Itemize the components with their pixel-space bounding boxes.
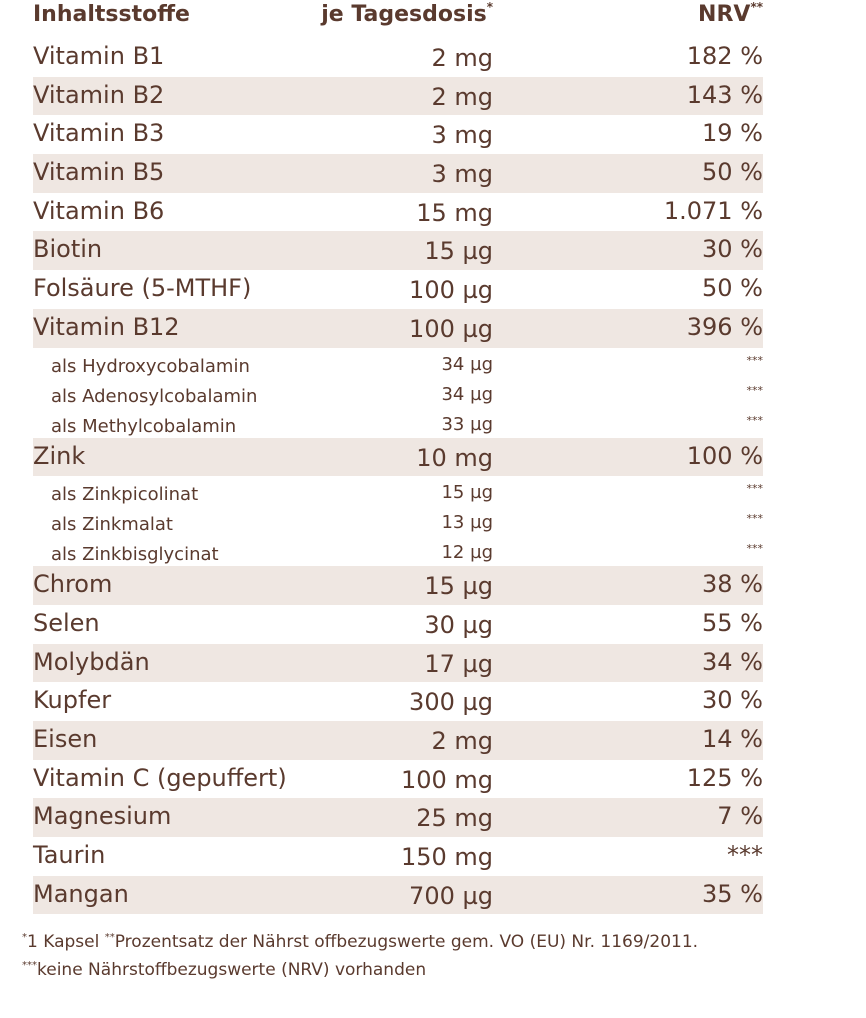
cell-name: als Methylcobalamin bbox=[51, 415, 237, 437]
cell-dose: 700 µg bbox=[409, 881, 493, 910]
table-row bbox=[33, 760, 763, 799]
table-row bbox=[33, 231, 763, 270]
cell-dose: 3 mg bbox=[431, 160, 493, 189]
cell-nrv: 34 % bbox=[702, 647, 763, 676]
cell-name: als Zinkmalat bbox=[51, 514, 173, 536]
cell-nrv: 38 % bbox=[702, 570, 763, 599]
cell-name: Vitamin B1 bbox=[33, 42, 165, 70]
footnote-2 bbox=[22, 960, 426, 980]
cell-name: Eisen bbox=[33, 724, 98, 753]
cell-dose: 3 mg bbox=[431, 121, 493, 150]
cell-dose: 15 µg bbox=[441, 482, 493, 504]
cell-dose: 100 µg bbox=[409, 314, 493, 343]
footnote-1b-mark: ** bbox=[104, 932, 115, 943]
table-row bbox=[33, 876, 763, 915]
table-row bbox=[33, 154, 763, 193]
cell-name: als Adenosylcobalamin bbox=[51, 385, 258, 407]
cell-nrv: *** bbox=[746, 383, 763, 397]
cell-nrv: *** bbox=[746, 482, 763, 496]
footnote-1b-text: Prozentsatz der Nährst offbezugswerte gem. VO (EU) Nr. 1169/2011. bbox=[114, 932, 699, 952]
cell-dose: 15 µg bbox=[424, 572, 493, 601]
cell-name: Selen bbox=[33, 608, 100, 637]
header-ingredients: Inhaltsstoffe bbox=[33, 2, 190, 27]
footnote-2-text: keine Nährstoffbezugswerte (NRV) vorhanden bbox=[37, 960, 427, 980]
cell-dose: 13 µg bbox=[441, 512, 493, 534]
cell-dose: 2 mg bbox=[431, 726, 493, 755]
cell-name: Vitamin B3 bbox=[33, 119, 165, 148]
header-nrv-label: NRV bbox=[698, 2, 751, 27]
cell-name: Kupfer bbox=[33, 686, 112, 715]
table-header bbox=[33, 0, 763, 38]
cell-nrv: 143 % bbox=[686, 80, 763, 109]
cell-nrv: 19 % bbox=[702, 119, 763, 148]
cell-name: Mangan bbox=[33, 879, 129, 908]
cell-nrv: *** bbox=[727, 841, 763, 869]
cell-name: als Hydroxycobalamin bbox=[51, 355, 250, 377]
cell-name: als Zinkbisglycinat bbox=[51, 544, 219, 566]
table-row bbox=[33, 270, 763, 309]
table-subrow bbox=[33, 536, 763, 566]
table-subrow bbox=[33, 408, 763, 438]
table-row bbox=[33, 309, 763, 348]
cell-dose: 30 µg bbox=[424, 610, 493, 639]
cell-name: Taurin bbox=[33, 841, 106, 869]
cell-dose: 34 µg bbox=[441, 383, 493, 405]
cell-nrv: 1.071 % bbox=[663, 196, 763, 225]
cell-nrv: 50 % bbox=[702, 274, 763, 303]
table-row bbox=[33, 438, 763, 477]
cell-name: Folsäure (5-MTHF) bbox=[33, 274, 252, 303]
table-row bbox=[33, 644, 763, 683]
cell-name: Vitamin B12 bbox=[33, 312, 180, 341]
cell-dose: 100 µg bbox=[409, 276, 493, 305]
header-daily-dose-label: je Tagesdosis bbox=[321, 2, 487, 27]
footnote-1-text: 1 Kapsel bbox=[27, 932, 105, 952]
cell-nrv: 55 % bbox=[702, 608, 763, 637]
cell-name: Chrom bbox=[33, 570, 113, 599]
nutrition-table bbox=[33, 0, 763, 914]
cell-dose: 25 mg bbox=[416, 804, 493, 833]
cell-dose: 150 mg bbox=[400, 843, 493, 871]
table-row bbox=[33, 798, 763, 837]
cell-dose: 15 µg bbox=[424, 237, 493, 266]
header-daily-dose bbox=[321, 2, 493, 27]
table-body bbox=[33, 38, 763, 914]
cell-name: Vitamin B5 bbox=[33, 158, 165, 187]
table-subrow bbox=[33, 378, 763, 408]
table-row bbox=[33, 77, 763, 116]
header-daily-dose-mark: * bbox=[486, 0, 493, 14]
header-nrv bbox=[698, 2, 763, 27]
cell-name: Biotin bbox=[33, 235, 103, 264]
cell-name: Vitamin C (gepuffert) bbox=[33, 763, 287, 792]
cell-nrv: 125 % bbox=[686, 763, 763, 792]
table-row bbox=[33, 38, 763, 77]
cell-name: Molybdän bbox=[33, 647, 150, 676]
cell-dose: 17 µg bbox=[424, 649, 493, 678]
cell-name: als Zinkpicolinat bbox=[51, 484, 199, 506]
table-row bbox=[33, 605, 763, 644]
table-subrow bbox=[33, 348, 763, 378]
cell-name: Zink bbox=[33, 441, 86, 470]
header-nrv-mark: ** bbox=[750, 0, 763, 14]
cell-dose: 15 mg bbox=[416, 198, 493, 227]
footnote-2-mark: *** bbox=[22, 960, 37, 971]
table-subrow bbox=[33, 506, 763, 536]
table-row bbox=[33, 721, 763, 760]
table-row bbox=[33, 682, 763, 721]
cell-name: Vitamin B6 bbox=[33, 196, 165, 225]
cell-nrv: *** bbox=[746, 512, 763, 526]
table-row bbox=[33, 837, 763, 876]
cell-dose: 300 µg bbox=[409, 688, 493, 717]
footnote-1 bbox=[22, 932, 698, 952]
footnote-1-mark: * bbox=[22, 932, 27, 943]
cell-dose: 2 mg bbox=[431, 82, 493, 111]
cell-nrv: 14 % bbox=[702, 724, 763, 753]
table-subrow bbox=[33, 476, 763, 506]
cell-nrv: 30 % bbox=[702, 686, 763, 715]
cell-nrv: 7 % bbox=[717, 802, 763, 831]
table-row bbox=[33, 193, 763, 232]
cell-nrv: 35 % bbox=[702, 879, 763, 908]
cell-nrv: *** bbox=[746, 542, 763, 556]
cell-dose: 34 µg bbox=[441, 353, 493, 375]
cell-dose: 100 mg bbox=[400, 765, 493, 794]
cell-nrv: 30 % bbox=[702, 235, 763, 264]
cell-nrv: *** bbox=[746, 413, 763, 427]
table-row bbox=[33, 566, 763, 605]
cell-nrv: 182 % bbox=[686, 42, 763, 70]
cell-dose: 33 µg bbox=[441, 413, 493, 435]
cell-nrv: 50 % bbox=[702, 158, 763, 187]
table-row bbox=[33, 115, 763, 154]
cell-nrv: *** bbox=[746, 353, 763, 367]
cell-nrv: 100 % bbox=[686, 441, 763, 470]
cell-nrv: 396 % bbox=[686, 312, 763, 341]
cell-dose: 12 µg bbox=[441, 542, 493, 564]
cell-dose: 2 mg bbox=[431, 44, 493, 72]
cell-name: Vitamin B2 bbox=[33, 80, 165, 109]
cell-name: Magnesium bbox=[33, 802, 172, 831]
cell-dose: 10 mg bbox=[416, 443, 493, 472]
